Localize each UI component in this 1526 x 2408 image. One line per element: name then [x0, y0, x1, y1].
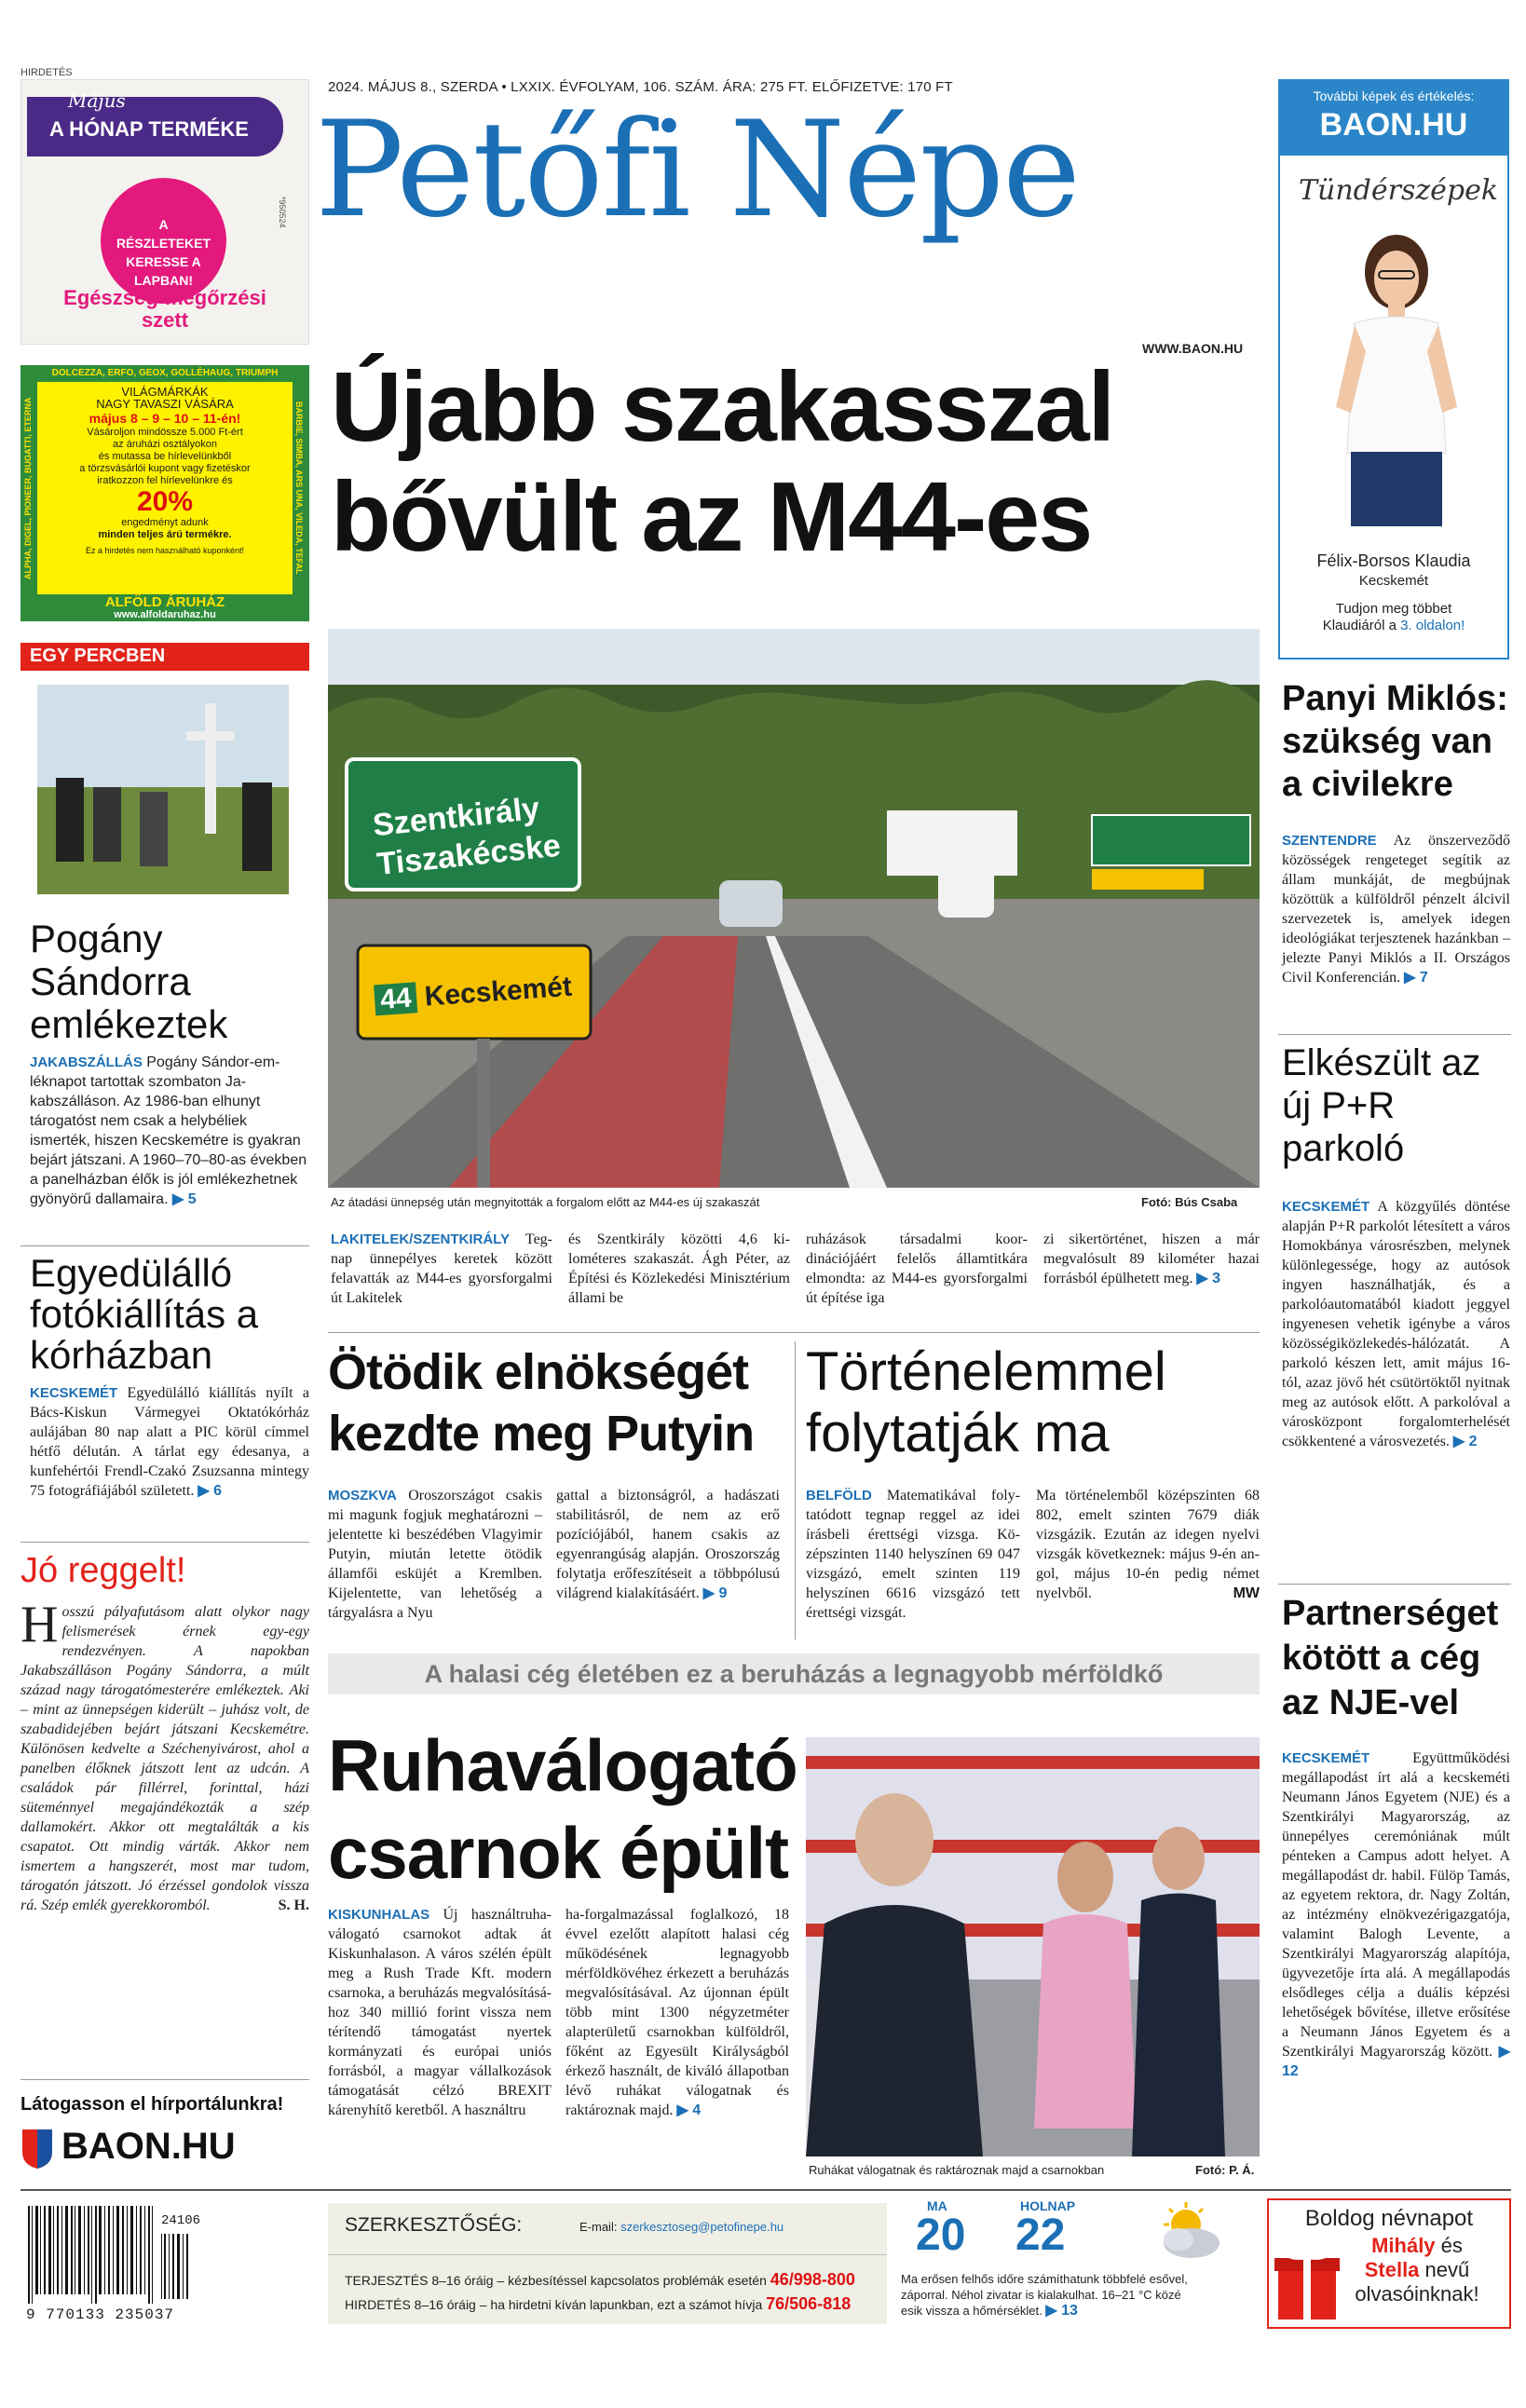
column-body: Hosszú pályafutásom alatt olykor nagy felismerések érnek egy-egy rendezvényen. A napokban Jakabszálláson Pogány Sándorra, a múlt század nagy tárogatómesterére emlékeztek. Aki – mint az ünnepségen kiderült – juhász volt, de szabadidejében bejárt játszani Kecskemétre. Különösen kedvelte a Széchenyivárost, ahol a panelben élőknek játszott lent az udcán. A családok pár fillérrel, forinttal, házi süteménnyel megajándékozták a szép dallamokért. Akkor ott megtalálták a kis csapatot. Ott mindig várták. Akkor nem ismertem a hangszerét, most mar tudom, tárogatón játszott. Jó érzéssel gondolok vissza rá. Szép emlék gyerekkoromból. S. H.	[20, 1596, 309, 1913]
beauty-ad-name: Félix-Borsos Klaudia	[1316, 551, 1471, 570]
dateline: 2024. MÁJUS 8., SZERDA • LXXIX. ÉVFOLYAM, 106. SZÁM. ÁRA: 275 FT. ELŐFIZETVE: 170 FT	[328, 79, 953, 95]
advert-line: HIRDETÉS 8–16 óráig – ha hirdetni kíván lapunkban, ezt a számot hívja 76/506-818	[345, 2294, 852, 2313]
distribution-line: TERJESZTÉS 8–16 óráig – kézbesítéssel kapcsolatos problémák esetén 46/998-800	[345, 2270, 855, 2289]
left1-ref[interactable]: ▶ 5	[171, 1191, 197, 1207]
product-of-month-ad[interactable]	[20, 79, 309, 345]
portal-link[interactable]	[20, 2126, 309, 2172]
nameday-greeting: Boldog névnapot	[1304, 2206, 1474, 2231]
ad-brands-top: DOLCEZZA, ERFO, GEOX, GOLLÉHAUG, TRIUMPH	[51, 368, 279, 378]
putyin-headline: Ötödik elnökségét kezdte meg Putyin	[328, 1344, 755, 1462]
weather-today-label: MA	[927, 2198, 947, 2213]
ad-store-url[interactable]: www.alfoldaruhaz.hu	[114, 609, 216, 620]
ad-label: HIRDETÉS	[20, 67, 73, 78]
ruha-col2: ha-forgalmazással foglalkozó, 18 évvel ezelőtt alapított halasi cég működésének legnagyobb mérföldkövéhez érkezett a beruházás megvalósításával. Az újonnan épült több mint 1300 négyzetméter alapterületű csarnokban külföldről, főként az Egyesült Királyságból érkező használt, de kiváló állapotban lévő ruhákat válogatnak és raktároznak majd. ▶ 4	[565, 1907, 789, 2118]
ruha-caption: Ruhákat válogatnak és raktároznak majd a csarnokban	[809, 2163, 1105, 2177]
road-sign-yellow: 44 Kecskemét	[374, 972, 573, 1017]
ad-brands-left: ALPHA, DIGEL, PIONEER, BUGATTI, ETERNA	[23, 397, 33, 579]
warehouse-photo	[806, 1737, 1260, 2156]
barcode-issue: 24106	[161, 2213, 201, 2228]
main-photo-credit: Fotó: Bús Csaba	[1141, 1195, 1238, 1209]
main-story-col2: és Szentkirály közötti 4,6 kilométeres szakaszát. Ágh Péter, az Építési és Közlekedési Minisztérium állami be	[568, 1231, 790, 1306]
weather-tomorrow-temp: 22	[1015, 2211, 1066, 2260]
sun-cloud-icon	[1151, 2200, 1225, 2265]
erettsegi-headline: Történelemmel folytatják ma	[806, 1341, 1166, 1463]
nameday-names: Mihály és Stella nevű olvasóinknak!	[1355, 2234, 1479, 2306]
putyin-col1: MOSZKVA Oroszországot csakis mi magunk fogjuk meghatározni – jelentette ki beszédében Vlagyimir Putyin, miután letette ötödik államfői esküjét a Kremlben. Kijelentette, van lehetőség a tárgyalásra a Nyu	[328, 1488, 542, 1621]
ruha-kicker: A halasi cég életében ez a beruházás a legnagyobb mérföldkő	[424, 1660, 1164, 1688]
ad-month: Május	[68, 89, 126, 112]
baon-shield-icon	[20, 2128, 54, 2169]
ad-product-name: Egészség-megőrzési szett	[63, 286, 266, 332]
beauty-ad-city: Kecskemét	[1358, 573, 1429, 589]
pr-ref[interactable]: ▶ 2	[1452, 1434, 1478, 1449]
erettsegi-sig: MW	[1233, 1585, 1260, 1601]
erettsegi-col2: Ma történelemből középszinten 68 802, emelt szinten 7679 diák vizsgázik. Ezután az idegen nyelvi vizsgák következnek: május 9-én angol, május 10-én pedig német nyelvből. MW	[1036, 1488, 1260, 1601]
masthead-title: Petőfi Népe	[315, 93, 1080, 247]
ad-headline: A HÓNAP TERMÉKE	[49, 117, 249, 141]
main-headline: Újabb szakasszal bővült az M44-es	[331, 352, 1114, 572]
weather-tomorrow-label: HOLNAP	[1020, 2198, 1076, 2213]
beauty-ad-text: További képek és értékelés:	[1313, 88, 1475, 103]
ruha-ref[interactable]: ▶ 4	[676, 2102, 702, 2118]
putyin-col2: gattal a biztonságról, a hadászati stabilitásról, de nem az erő pozíciójából, hanem csakis az egyenrangúság alapján. Oroszország folytatja erőfeszítéseit a többpólusú világrend kialakításáért. ▶ 9	[556, 1488, 780, 1601]
nje-body: KECSKEMÉT Együttműködési megállapodást írt alá a kecskeméti Neumann János Egyetem (NJE) és a Szentkirályi Magyarország, az ünnepélyes ceremóniának múlt pénteken a Campus adott helyet. A megállapodást dr. habil. Fülöp Tamás, az egyetem rektora, dr. Nagy Zoltán, az intézmény elnökvezérigazgatója, valamint Balogh Levente, a Szentkirályi Magyarország alapítója, ügyvezetője írta alá. A megállapodás elsődleges célja a duális képzési lehetőségek bővítése, illetve erősítése a Neumann János Egyetem és a Szentkirályi Magyarország között. ▶ 12	[1282, 1750, 1510, 2079]
ruha-credit: Fotó: P. Á.	[1195, 2163, 1255, 2177]
pr-body: KECSKEMÉT A közgyűlés döntése alapján P+R parkolót létesített a város Homokbánya városrészben, melynek különlegessége, hogy az autósok ingyen használhatják, és a parkolóautomatából kiadott jeggyel ingyenesen vehetik igénybe a város közösségiközlekedés-hálózatát. A parkoló készen lett, amit május 16-tól, azaz jövő hét csütörtöktől nyitnak meg az autósok előtt. A parkolóval a városközpont forgalomterhelését csökkentené a városvezetés. ▶ 2	[1282, 1199, 1511, 1449]
main-story-col4: zi sikertörténet, hiszen a már megvalósult 89 kilométer hazai forrásból épülhetett meg. ▶ 3	[1043, 1231, 1260, 1286]
road-sign-green: Szentkirály Tiszakécske	[371, 790, 563, 883]
weather-text: Ma erősen felhős időre számíthatunk többfelé esővel, záporral. Néhol zivatar is kialakulhat. 16–21 °C közé esik vissza a hőmérséklet. ▶ 13	[901, 2272, 1188, 2319]
barcode	[26, 2206, 201, 2327]
panyi-ref[interactable]: ▶ 7	[1404, 970, 1428, 986]
ad-circle: A RÉSZLETEKET KERESSE A LAPBAN!	[101, 178, 226, 304]
beauty-ad-script: Tündérszépek	[1299, 174, 1499, 207]
portal-text: Látogasson el hírportálunkra!	[20, 2094, 284, 2115]
ad-brands-right: BARBIE, SIMBA, ARS UNA, VILEDA, TEFAL	[294, 401, 304, 575]
ad-code: *950524	[278, 197, 287, 228]
main-photo-caption: Az átadási ünnepség után megnyitották a forgalom előtt az M44-es új szakaszát	[331, 1195, 760, 1209]
editorial-email[interactable]: E-mail: szerkesztoseg@petofinepe.hu	[579, 2220, 784, 2234]
main-story-col1: LAKITELEK/SZENTKIRÁLY Tegnap ünnepélyes keretek között felavatták az M44-es gyorsforgalmi út Lakitelek	[331, 1231, 552, 1306]
ruha-headline: Ruhaválogató csarnok épült	[328, 1724, 797, 1894]
main-story-col3: ruházások társadalmi koordinációjáért felelős államtitkára elmondta: az M44-es gyorsforgalmi út építése iga	[806, 1231, 1028, 1306]
ad-store-name: ALFÖLD ÁRUHÁZ	[104, 594, 225, 610]
weather-ref[interactable]: ▶ 13	[1045, 2303, 1078, 2319]
nje-headline: Partnerséget kötött a cég az NJE-vel	[1282, 1594, 1499, 1722]
weather-today-temp: 20	[916, 2211, 966, 2260]
memorial-photo	[37, 685, 289, 894]
erettsegi-col1: BELFÖLD Matematikával folytatódott tegnap reggel az idei írásbeli érettségi vizsga. Középszinten 1140 helyszínen 69 047 vizsgázó, emelt szinten 119 helyszínen 6616 vizsgázó tett érettségi vizsgát.	[806, 1488, 1021, 1621]
left1-body: JAKABSZÁLLÁS Pogány Sándor-emléknapot tartottak szombaton Jakabszálláson. Az 1986-ban elhunyt tárogatóst nem csak a helybéliek ismerték, hiszen Kecskemétre is gyakran bejárt játszani. A 1960–70–80-as években a panelházban élők is jól emlékezhetnek gyönyörű dallamaira. ▶ 5	[30, 1054, 307, 1207]
column-title: Jó reggelt!	[20, 1551, 186, 1590]
masthead-site[interactable]: WWW.BAON.HU	[1142, 341, 1244, 356]
beauty-ad-site[interactable]: BAON.HU	[1319, 107, 1468, 143]
left2-headline: Egyedülálló fotókiállítás a kórházban	[30, 1251, 259, 1377]
nje-ref[interactable]: ▶ 12	[1282, 2044, 1510, 2079]
editorial-box	[328, 2203, 887, 2324]
putyin-ref[interactable]: ▶ 9	[702, 1585, 728, 1601]
section-label: EGY PERCBEN	[20, 643, 309, 671]
left1-headline: Pogány Sándorra emlékeztek	[30, 917, 228, 1046]
beauty-ad-more: Tudjon meg többet Klaudiáról a 3. oldalon!	[1322, 601, 1465, 633]
left2-body: KECSKEMÉT Egyedülálló kiállítás nyílt a Bács-Kiskun Vármegyei Oktatókórház aulájában 80 nap alatt a PIC körül címmel hétfő délután. A tárlat egy édesanya, a kunfehértói Frendl-Czakó Zsuzsanna mintegy 75 fotográfiájából született. ▶ 6	[30, 1385, 310, 1499]
nameday-box	[1267, 2198, 1511, 2329]
ad-body: VILÁGMÁRKÁK NAGY TAVASZI VÁSÁRA május 8 – 9 – 10 – 11-én! Vásároljon mindössze 5.000 Ft-ért az áruházi osztályokon és mutassa be hírlevelünkből a törzsvásárlói kupont vagy fizetéskor iratkozzon fel hírlevelünkre és 20% engedményt adunk minden teljes árú termékre. Ez a hirdetés nem használható kuponként!	[37, 382, 293, 594]
portal-site[interactable]: BAON.HU	[61, 2126, 236, 2167]
main-story-ref[interactable]: ▶ 3	[1196, 1271, 1221, 1286]
portrait-image	[1317, 221, 1476, 537]
editorial-title: SZERKESZTŐSÉG:	[345, 2214, 523, 2236]
panyi-body: SZENTENDRE Az önszerveződő közösségek rengeteget segítik az állam munkáját, de megbújnak közöttük a külföldről pénzelt álcivil szervezetek is, amelyek idegen ideológiákat terjesztenek hazánkban – jelezte Panyi Miklós a II. Országos Civil Konferencián. ▶ 7	[1282, 833, 1510, 986]
beauty-contest-ad[interactable]	[1278, 79, 1509, 660]
weather-box	[899, 2198, 1267, 2329]
ruha-col1: KISKUNHALAS Új használtruha-válogató csarnokot adtak át Kiskunhalason. A város szélén épült meg a Rush Trade Kft. modern csarnoka, a beruházás megvalósításához 340 millió forint vissza nem térítendő támogatást nyertek kormányzati és európai uniós forrásból, a magyar vállalkozások támogatását célzó BREXIT kárenyhítő keretből. A használtru	[328, 1907, 552, 2118]
panyi-headline: Panyi Miklós: szükség van a civilekre	[1282, 679, 1508, 804]
left2-ref[interactable]: ▶ 6	[198, 1483, 223, 1499]
main-photo-road	[328, 629, 1260, 1188]
barcode-number: 9 770133 235037	[26, 2306, 175, 2323]
pr-headline: Elkészült az új P+R parkoló	[1282, 1042, 1481, 1169]
column-signature: S. H.	[278, 1898, 309, 1913]
store-ad[interactable]	[20, 365, 309, 621]
